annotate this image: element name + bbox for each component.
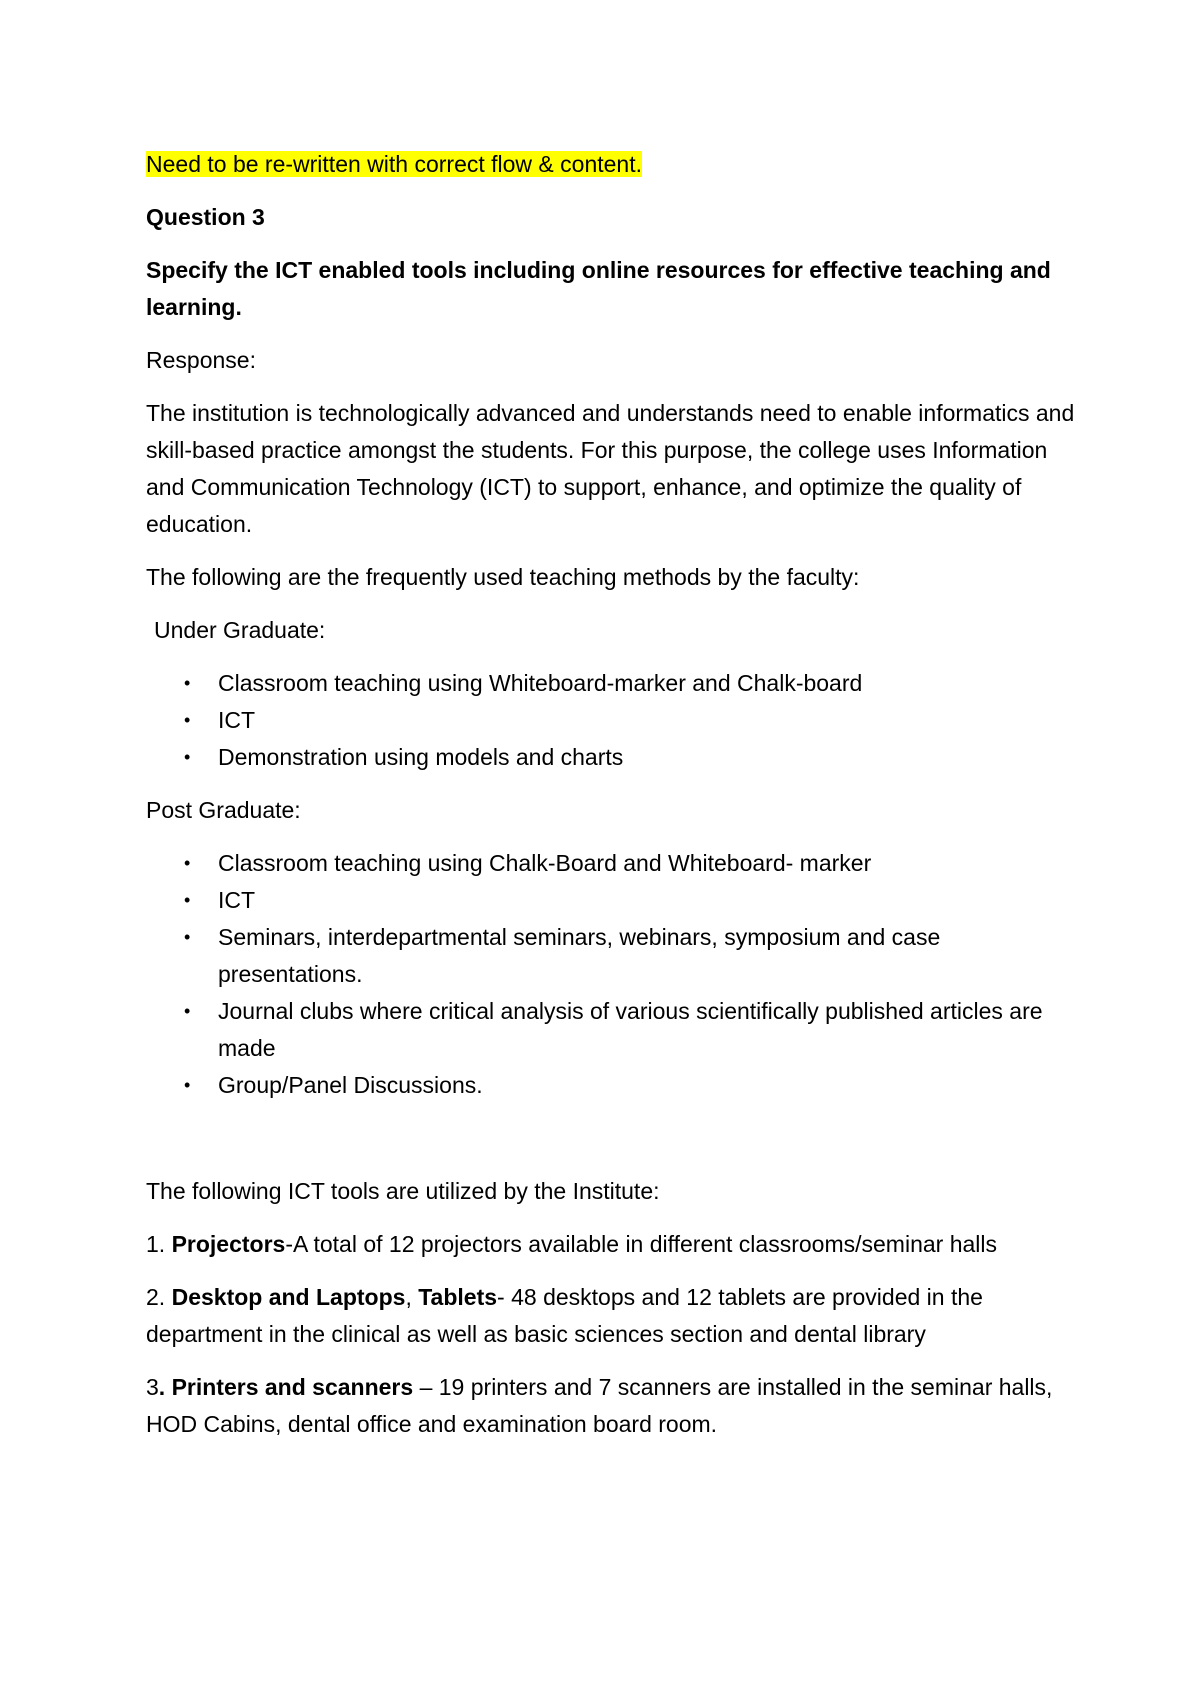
- tool-number: 2.: [146, 1284, 172, 1310]
- bullet-icon: •: [184, 1075, 191, 1095]
- methods-intro: The following are the frequently used teaching methods by the faculty:: [146, 564, 860, 590]
- tool-name: Desktop and Laptops: [171, 1284, 406, 1310]
- bullet-icon: •: [184, 1001, 191, 1021]
- tool-number: 1.: [146, 1231, 172, 1257]
- tools-intro: The following ICT tools are utilized by the Institute:: [146, 1178, 660, 1204]
- bullet-icon: •: [184, 927, 191, 947]
- bullet-icon: •: [184, 890, 191, 910]
- tool-description: 48 desktops and 12 tablets are provided in the department in the clinical as well as basic sciences section and dental library: [146, 1284, 983, 1347]
- tool-item-computers: 2. Desktop and Laptops, Tablets- 48 desktops and 12 tablets are provided in the department in the clinical as well as basic sciences section and dental library: [146, 1284, 983, 1347]
- pg-heading: Post Graduate:: [146, 797, 301, 823]
- bullet-icon: •: [184, 710, 191, 730]
- bullet-icon: •: [184, 673, 191, 693]
- bullet-icon: •: [184, 853, 191, 873]
- ug-heading: Under Graduate:: [154, 617, 326, 643]
- question-label: Question 3: [146, 204, 265, 230]
- list-item: • Journal clubs where critical analysis of various scientifically published articles are made: [218, 993, 1076, 1067]
- bullet-icon: •: [184, 747, 191, 767]
- tool-item-projectors: 1. Projectors-A total of 12 projectors available in different classrooms/seminar halls: [146, 1231, 997, 1257]
- list-item: • Classroom teaching using Chalk-Board and Whiteboard- marker: [218, 845, 1076, 882]
- response-label: Response:: [146, 347, 256, 373]
- intro-paragraph: The institution is technologically advanced and understands need to enable informatics and skill-based practice amongst the students. For this purpose, the college uses Information and Communication Technology (ICT) to support, enhance, and optimize the quality of education.: [146, 400, 1075, 537]
- tool-description: 19 printers and 7 scanners are installed in the seminar halls, HOD Cabins, dental office and examination board room.: [146, 1374, 1053, 1437]
- document-body: [146, 146, 1076, 1459]
- list-item: • Classroom teaching using Whiteboard-marker and Chalk-board: [218, 665, 1076, 702]
- list-item: • Group/Panel Discussions.: [218, 1067, 1076, 1104]
- blank-line: [146, 1120, 1076, 1173]
- rewrite-note: [146, 146, 1076, 183]
- tool-name: . Printers and scanners: [158, 1374, 414, 1400]
- list-item: • Seminars, interdepartmental seminars, webinars, symposium and case presentations.: [218, 919, 1076, 993]
- ug-list: [146, 665, 1076, 776]
- tool-description: A total of 12 projectors available in different classrooms/seminar halls: [293, 1231, 997, 1257]
- list-item: • ICT: [218, 882, 1076, 919]
- tool-number: 3: [146, 1374, 159, 1400]
- tool-name: Projectors: [171, 1231, 286, 1257]
- list-item: • Demonstration using models and charts: [218, 739, 1076, 776]
- rewrite-note-highlight: Need to be re-written with correct flow & content.: [146, 151, 642, 177]
- tool-name-extra: Tablets: [418, 1284, 498, 1310]
- pg-list: [146, 845, 1076, 1104]
- question-text: Specify the ICT enabled tools including online resources for effective teaching and learning.: [146, 257, 1051, 320]
- list-item: • ICT: [218, 702, 1076, 739]
- tool-item-printers: 3. Printers and scanners – 19 printers and 7 scanners are installed in the seminar halls, HOD Cabins, dental office and examination board room.: [146, 1374, 1053, 1437]
